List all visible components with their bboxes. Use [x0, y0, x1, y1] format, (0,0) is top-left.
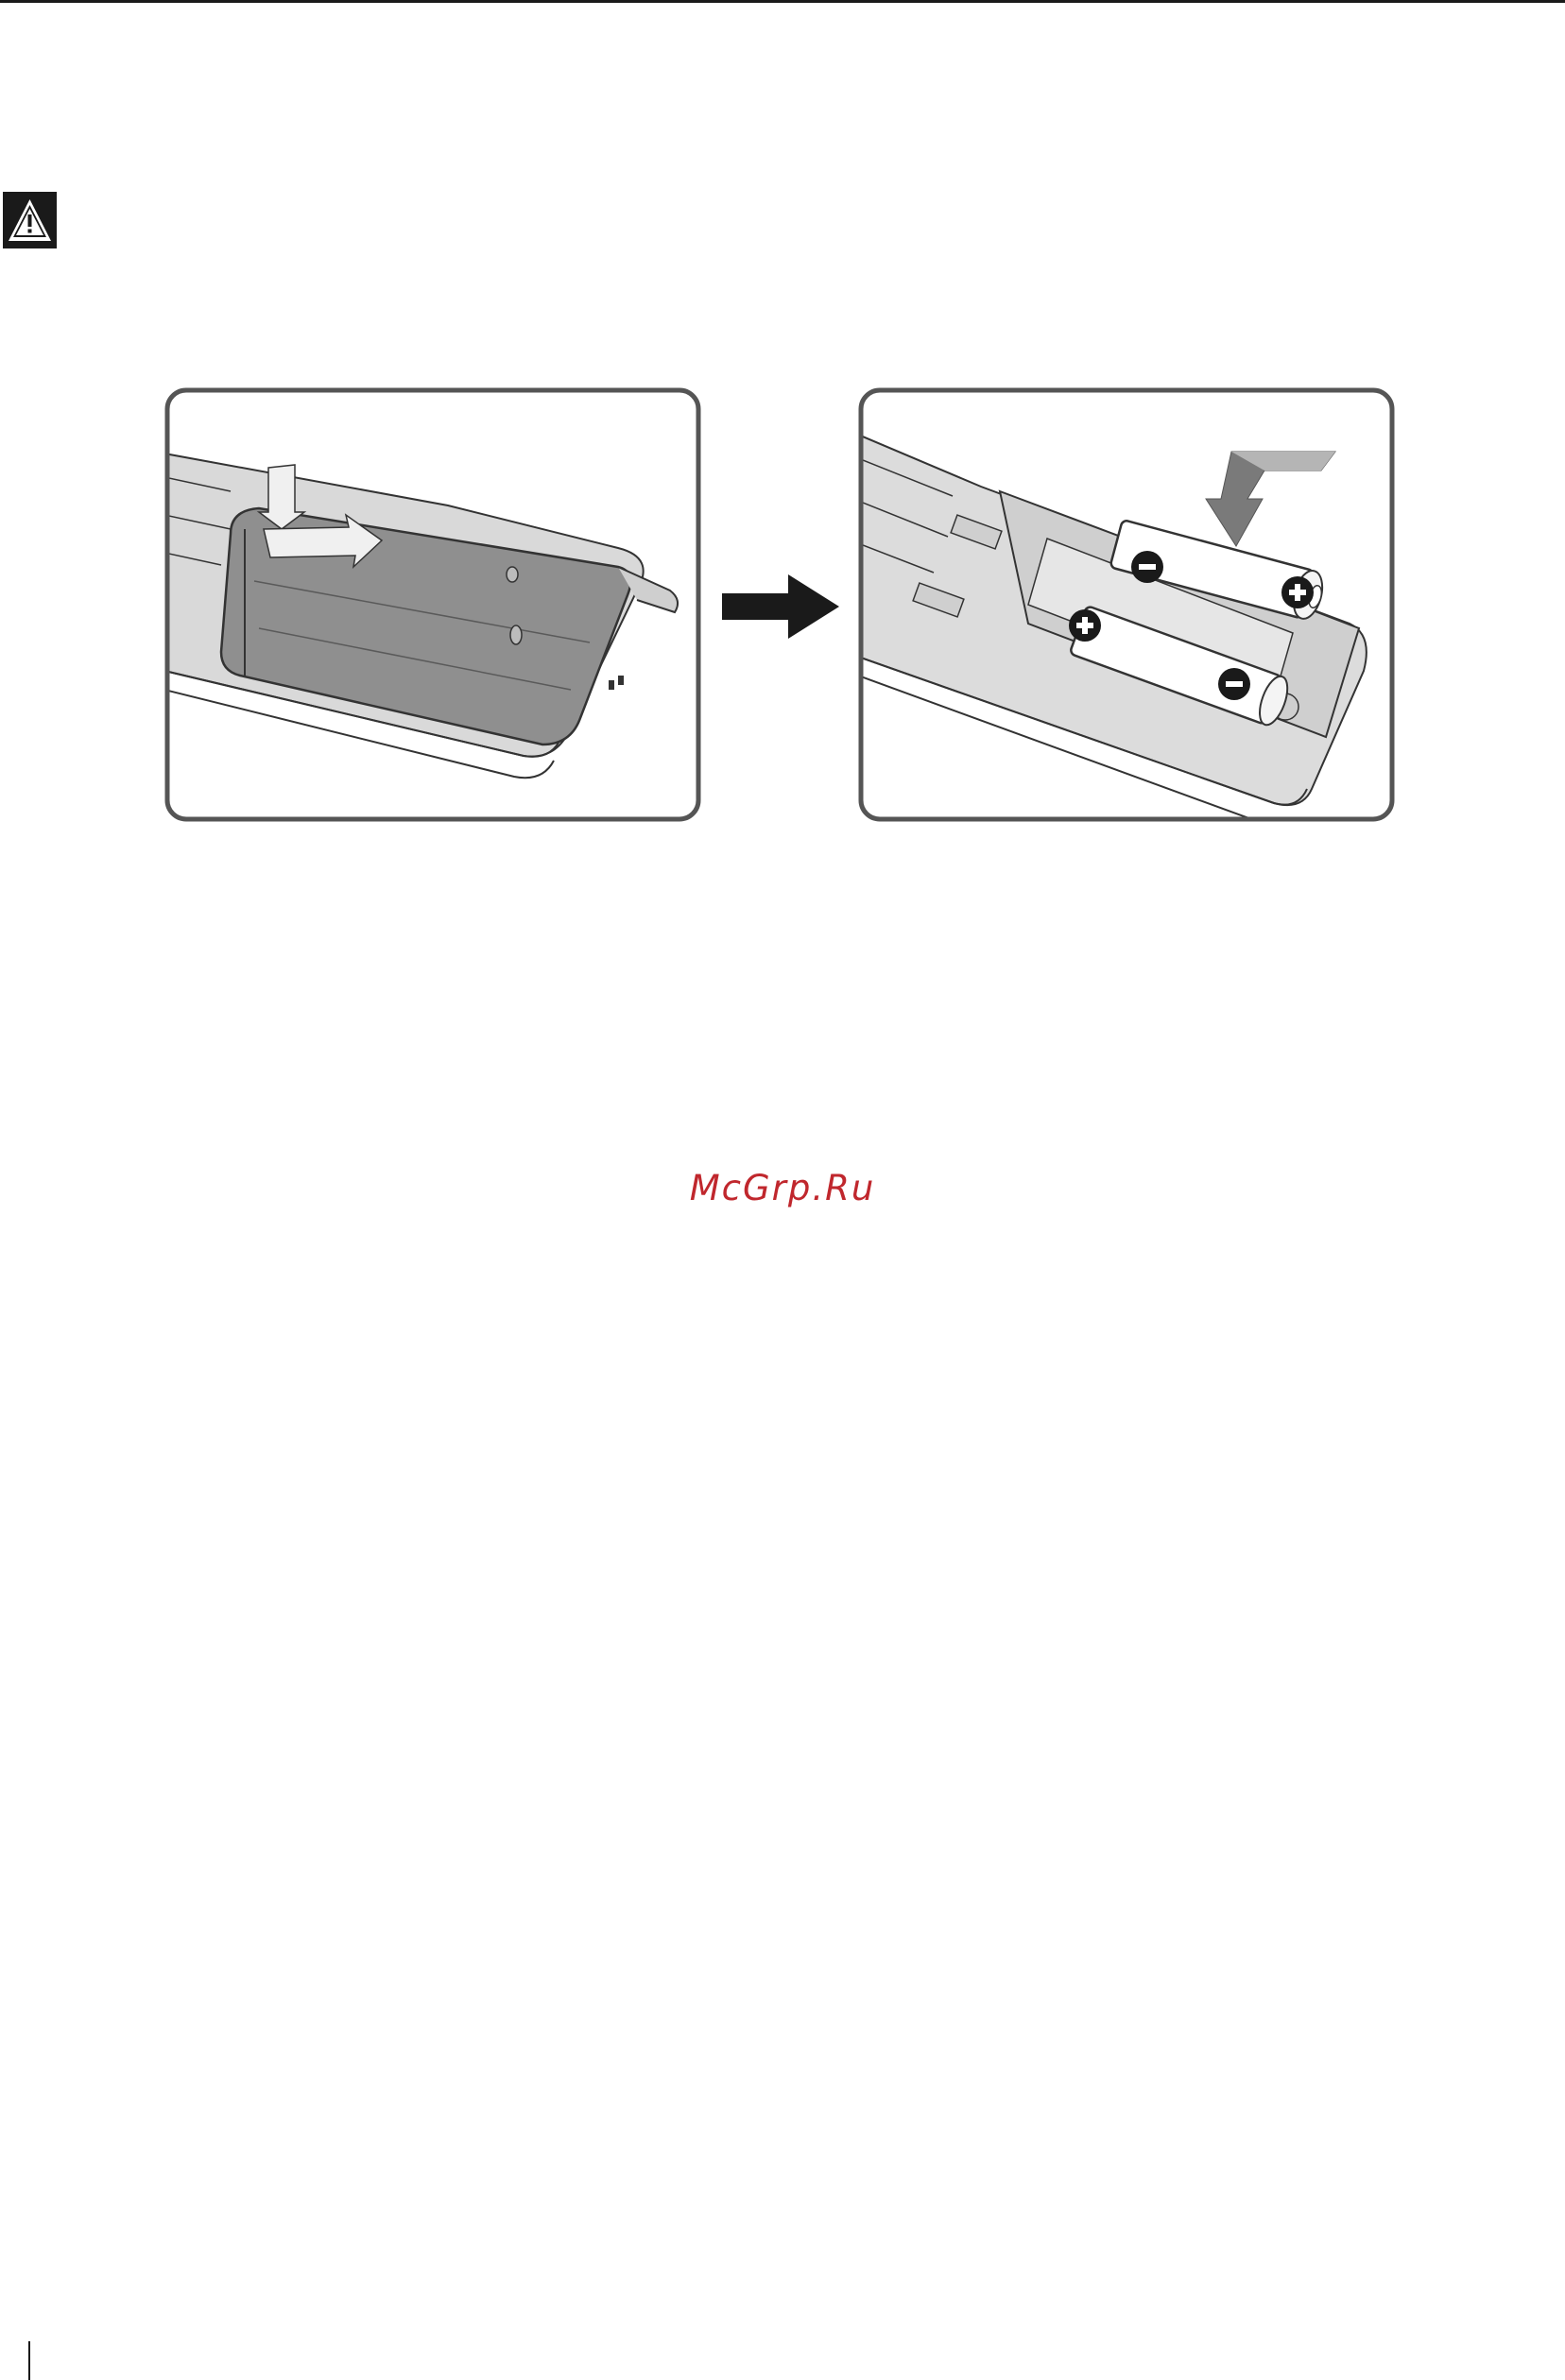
minus-sign-icon — [1218, 668, 1250, 700]
plus-sign-icon — [1069, 609, 1101, 642]
illustration-open-battery-cover — [164, 387, 701, 822]
top-rule — [0, 0, 1565, 3]
page-margin-mark — [28, 2341, 30, 2380]
minus-sign-icon — [1131, 551, 1163, 583]
illustration-insert-batteries — [858, 387, 1395, 822]
plus-sign-icon — [1281, 576, 1314, 608]
right-arrow-icon — [722, 574, 839, 639]
warning-triangle-icon — [3, 192, 57, 248]
watermark: McGrp.Ru — [689, 1168, 876, 1208]
